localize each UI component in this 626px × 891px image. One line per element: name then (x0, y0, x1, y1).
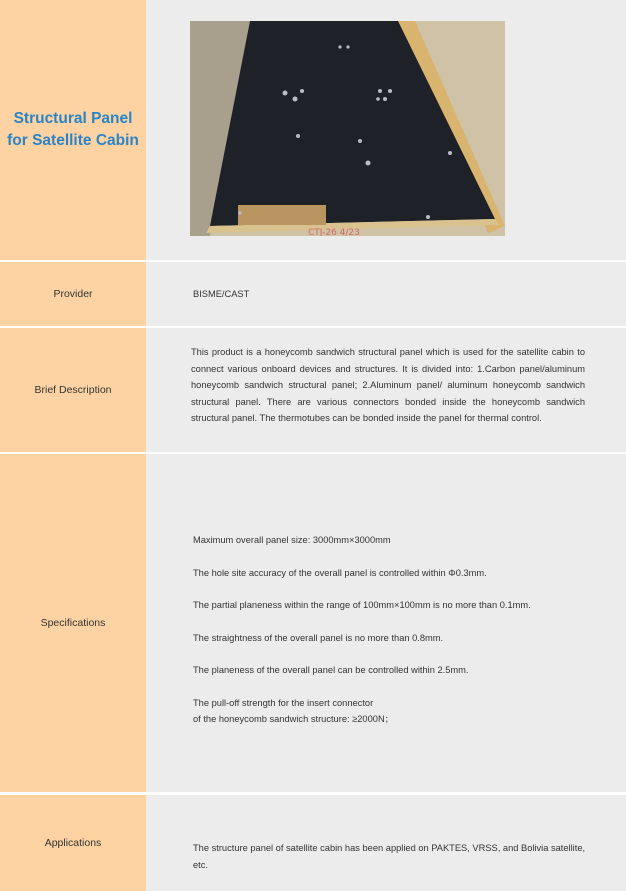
applications-cell (146, 795, 626, 891)
specifications-cell (146, 454, 626, 792)
specifications-row (0, 454, 626, 792)
description-row (0, 328, 626, 452)
description-text: This product is a honeycomb sandwich structural panel which is used for the satellite cabin to connect various onboard devices and structures. It is divided into: 1.Carbon panel/aluminum honeycomb sandwich structural panel; 2.Aluminum panel/ aluminum honeycomb sandwich structural panel. There are various connectors bonded inside the honeycomb sandwich structural panel. The thermotubes can be bonded inside the panel for thermal control. (191, 347, 585, 423)
provider-label: Provider (0, 262, 146, 326)
description-cell (146, 328, 626, 452)
spec-item: The planeness of the overall panel can be controlled within 2.5mm. (193, 665, 469, 675)
applications-row (0, 795, 626, 891)
photo-cell (146, 0, 626, 260)
product-photo (190, 21, 505, 236)
honeycomb-core-patch (238, 205, 326, 225)
spec-item: The straightness of the overall panel is no more than 0.8mm. (193, 632, 444, 643)
specifications-label: Specifications (0, 454, 146, 792)
spec-item: The hole site accuracy of the overall panel is controlled within Φ0.3mm. (193, 567, 487, 578)
spec-item: Maximum overall panel size: 3000mm×3000mm (193, 535, 391, 545)
provider-cell (146, 262, 626, 326)
applications-text: The structure panel of satellite cabin has been applied on PAKTES, VRSS, and Bolivia satellite, etc. (193, 843, 586, 870)
description-label: Brief Description (0, 328, 146, 452)
provider-value: BISME/CAST (193, 288, 250, 299)
title-cell (0, 0, 146, 260)
applications-label: Applications (0, 795, 146, 891)
spec-item: The partial planeness within the range of 100mm×100mm is no more than 0.1mm. (193, 600, 531, 610)
spec-item: The pull-off strength for the insert connector of the honeycomb sandwich structure: ≥2000N； (193, 697, 394, 724)
photo-stamp-text: CTJ-26 4/23 (308, 228, 360, 236)
title-row (0, 0, 626, 260)
page-title: Structural Panel for Satellite Cabin (7, 110, 139, 149)
provider-row (0, 262, 626, 326)
